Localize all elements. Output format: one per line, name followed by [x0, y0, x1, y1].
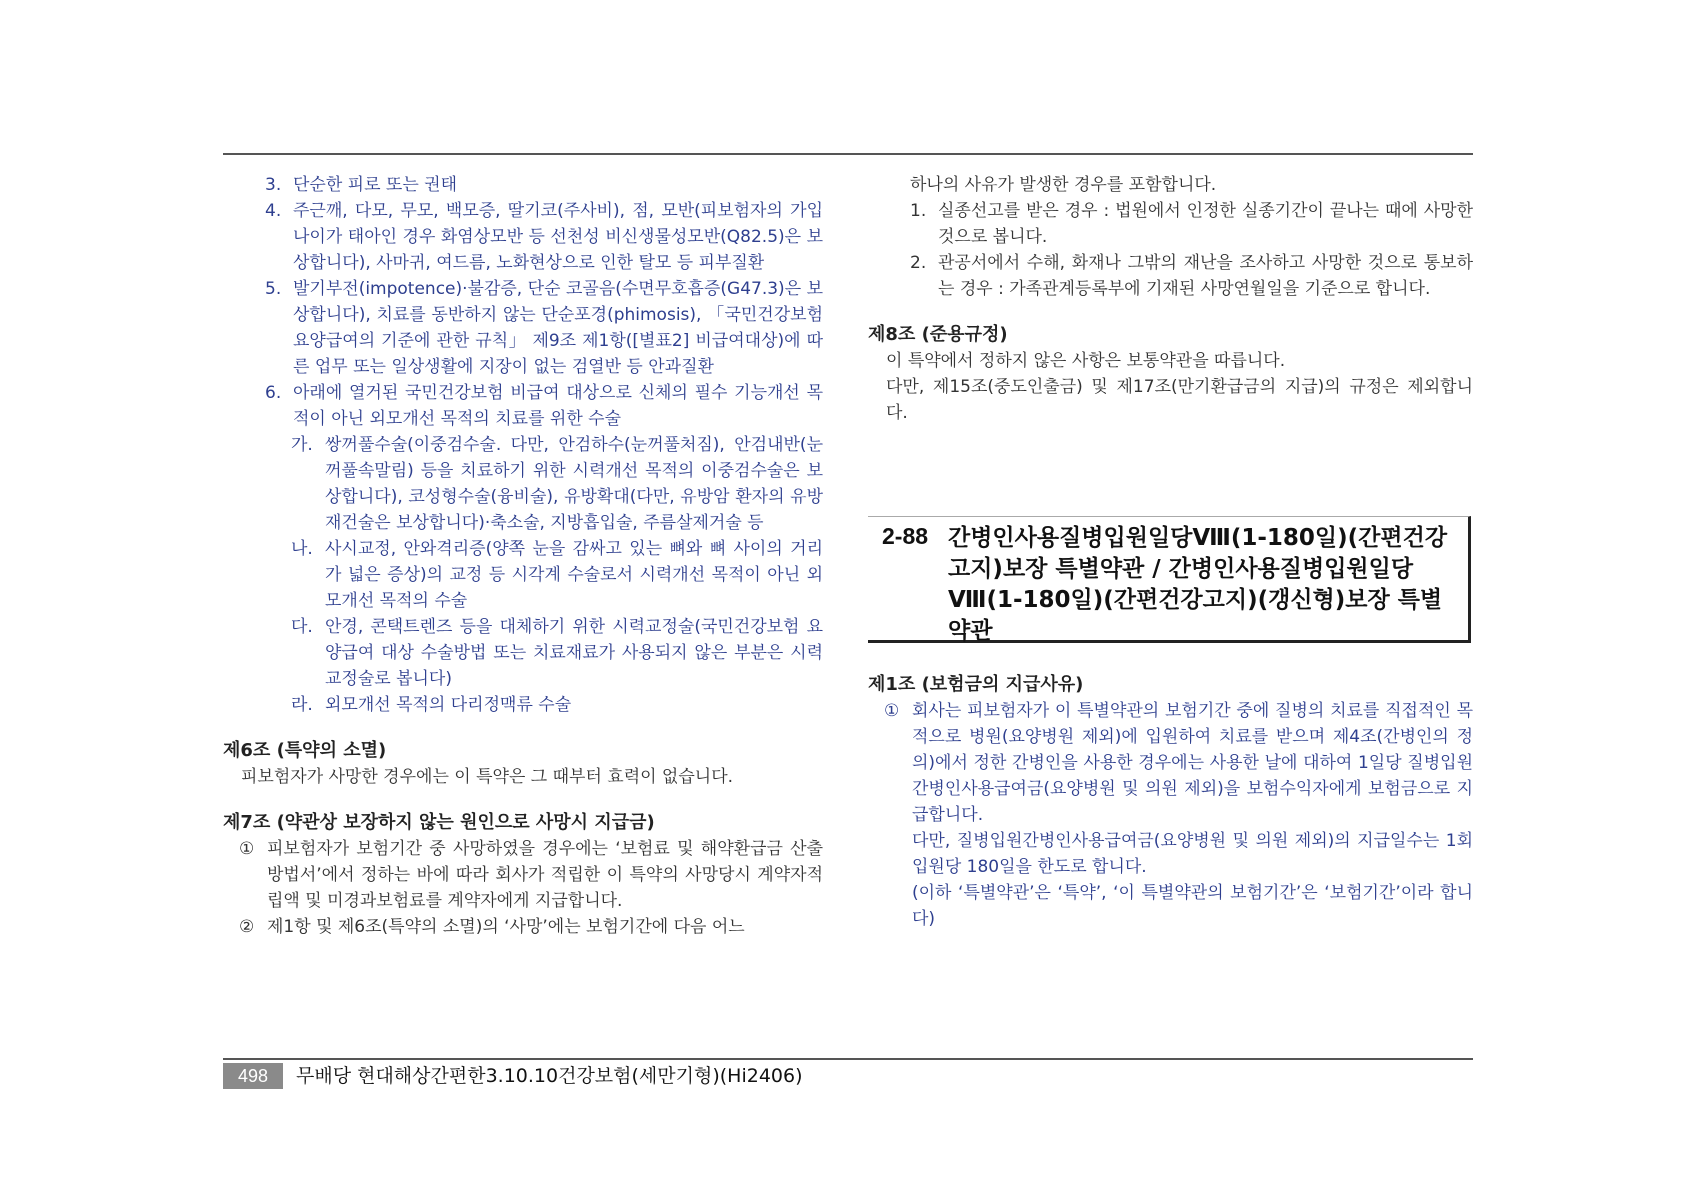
- article-1-heading: 제1조 (보험금의 지급사유): [868, 674, 1084, 695]
- sub-list-item: [223, 536, 823, 614]
- sub-list-item: [223, 614, 823, 692]
- article-8-heading: 제8조 (준용규정): [868, 324, 1008, 345]
- sub-list-text: 쌍꺼풀수술(이중검수술. 다만, 안검하수(눈꺼풀처짐), 안검내반(눈꺼풀속말림) 등을 치료하기 위한 시력개선 목적의 이중검수술은 보상합니다), 코성형수술(융비술), 유방확대(다만, 유방암 환자의 유방재건술은 보상합니다)·축소술, 지방흡입술, 주름살제거술 등: [325, 435, 823, 533]
- article-1-item: [868, 698, 1473, 828]
- section-title-box: [868, 516, 1471, 643]
- article-6-heading: 제6조 (특약의 소멸): [223, 740, 387, 761]
- continued-text: 하나의 사유가 발생한 경우를 포함합니다.: [910, 175, 1217, 195]
- sub-list-item: [223, 692, 823, 718]
- sub-list-item: [223, 432, 823, 536]
- sub-list-num: 나.: [291, 539, 313, 559]
- article-7-item-text: 피보험자가 보험기간 중 사망하였을 경우에는 ‘보험료 및 해약환급금 산출방법서’에서 정하는 바에 따라 회사가 적립한 이 특약의 사망당시 계약자적립액 및 미경과보험료를 계약자에게 지급합니다.: [267, 839, 823, 911]
- page-number: 498: [223, 1063, 283, 1089]
- list-text: 단순한 피로 또는 권태: [293, 175, 458, 195]
- product-name: 무배당 현대해상간편한3.10.10건강보험(세만기형)(Hi2406): [296, 1065, 803, 1087]
- article-8-line: 이 특약에서 정하지 않은 사항은 보통약관을 따릅니다.: [886, 351, 1286, 371]
- list-item: [868, 198, 1473, 250]
- article-7-item-text: 제1항 및 제6조(특약의 소멸)의 ‘사망’에는 보험기간에 다음 어느: [267, 917, 745, 937]
- sub-list-num: 라.: [291, 695, 313, 715]
- article-7-heading: 제7조 (약관상 보장하지 않는 원인으로 사망시 지급금): [223, 812, 655, 833]
- sub-list-text: 사시교정, 안와격리증(양쪽 눈을 감싸고 있는 뼈와 뼈 사이의 거리가 넓은 증상)의 교정 등 시각계 수술로서 시력개선 목적이 아닌 외모개선 목적의 수술: [325, 539, 823, 611]
- circled-num: ②: [239, 917, 255, 937]
- sub-list-text: 안경, 콘택트렌즈 등을 대체하기 위한 시력교정술(국민건강보험 요양급여 대상 수술방법 또는 치료재료가 사용되지 않은 부분은 시력교정술로 봅니다): [325, 617, 823, 689]
- article-6-text: 피보험자가 사망한 경우에는 이 특약은 그 때부터 효력이 없습니다.: [241, 767, 734, 787]
- list-text: 발기부전(impotence)·불감증, 단순 코골음(수면무호흡증(G47.3)은 보상합니다), 치료를 동반하지 않는 단순포경(phimosis), 「국민건강보험 요양급여의 기준에 관한 규칙」 제9조 제1항([별표2] 비급여대상)에 따른 업무 또는 일상생활에 지장이 없는 검열반 등 안과질환: [293, 279, 823, 377]
- list-num: 3.: [265, 175, 282, 195]
- list-text: 실종선고를 받은 경우 : 법원에서 인정한 실종기간이 끝나는 때에 사망한 것으로 봅니다.: [938, 201, 1473, 247]
- list-item: [868, 250, 1473, 302]
- circled-num: ①: [239, 839, 255, 859]
- list-text: 관공서에서 수해, 화재나 그밖의 재난을 조사하고 사망한 것으로 통보하는 경우 : 가족관계등록부에 기재된 사망연월일을 기준으로 합니다.: [938, 253, 1473, 299]
- section-title: 간병인사용질병입원일당Ⅷ(1-180일)(간편건강고지)보장 특별약관 / 간병인사용질병입원일당Ⅷ(1-180일)(간편건강고지)(갱신형)보장 특별약관: [948, 525, 1448, 644]
- list-num: 2.: [910, 253, 927, 273]
- list-item: [223, 380, 823, 432]
- list-text: 아래에 열거된 국민건강보험 비급여 대상으로 신체의 필수 기능개선 목적이 아닌 외모개선 목적의 치료를 위한 수술: [293, 383, 823, 429]
- list-num: 1.: [910, 201, 927, 221]
- article-1-note: (이하 ‘특별약관’은 ‘특약’, ‘이 특별약관의 보험기간’은 ‘보험기간’이라 합니다): [912, 883, 1473, 929]
- exclusion-list: [223, 172, 823, 718]
- list-text: 주근깨, 다모, 무모, 백모증, 딸기코(주사비), 점, 모반(피보험자의 가입나이가 태아인 경우 화염상모반 등 선천성 비신생물성모반(Q82.5)은 보상합니다), 사마귀, 여드름, 노화현상으로 인한 탈모 등 피부질환: [293, 201, 823, 273]
- circled-num: ①: [884, 701, 900, 721]
- sub-list-num: 가.: [291, 435, 313, 455]
- article-7-item: [223, 914, 823, 940]
- article-7-item: [223, 836, 823, 914]
- top-rule: [223, 153, 1473, 155]
- article-8-line: 다만, 제15조(중도인출금) 및 제17조(만기환급금의 지급)의 규정은 제외합니다.: [886, 377, 1473, 423]
- list-item: [223, 198, 823, 276]
- sub-list-text: 외모개선 목적의 다리정맥류 수술: [325, 695, 572, 715]
- list-num: 4.: [265, 201, 282, 221]
- list-num: 6.: [265, 383, 282, 403]
- left-column: [223, 172, 823, 940]
- sub-list-num: 다.: [291, 617, 313, 637]
- article-1-note: 다만, 질병입원간병인사용급여금(요양병원 및 의원 제외)의 지급일수는 1회 입원당 180일을 한도로 합니다.: [912, 831, 1473, 877]
- bottom-rule: [223, 1058, 1473, 1060]
- list-item: [223, 276, 823, 380]
- section-number: 2-88: [882, 523, 929, 549]
- right-column: [868, 172, 1473, 426]
- article-1-item-text: 회사는 피보험자가 이 특별약관의 보험기간 중에 질병의 치료를 직접적인 목적으로 병원(요양병원 제외)에 입원하여 치료를 받으며 제4조(간병인의 정의)에서 정한 간병인을 사용한 경우에는 사용한 날에 대하여 1일당 질병입원간병인사용급여금(요양병원 및 의원 제외)을 보험수익자에게 보험금으로 지급합니다.: [912, 701, 1473, 825]
- list-item: [223, 172, 823, 198]
- list-num: 5.: [265, 279, 282, 299]
- right-column-lower: [868, 672, 1473, 932]
